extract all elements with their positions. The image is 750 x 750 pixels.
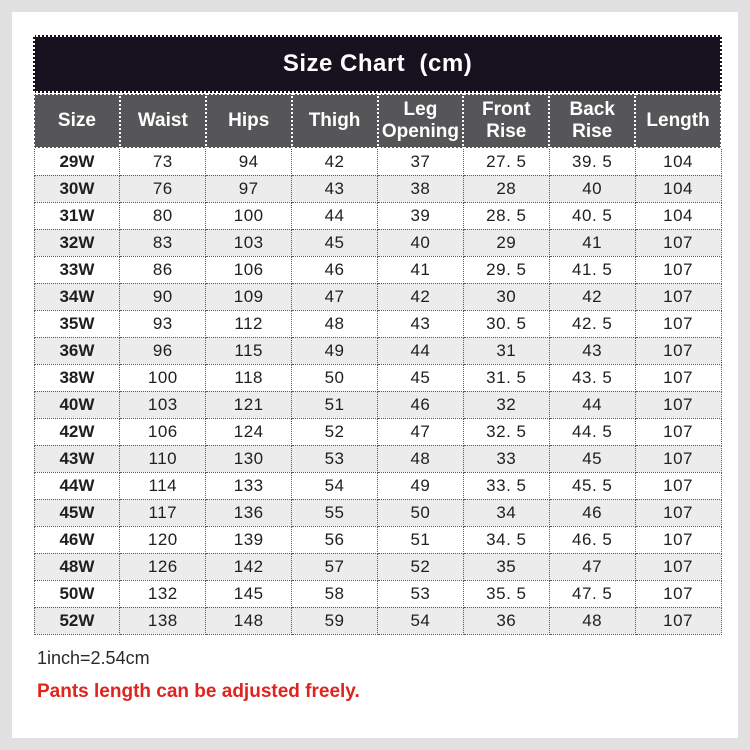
table-row bbox=[34, 607, 721, 634]
table-row bbox=[34, 229, 721, 256]
table-cell: 59 bbox=[292, 607, 378, 634]
table-cell: 43 bbox=[378, 310, 464, 337]
table-cell: 114 bbox=[120, 472, 206, 499]
size-cell: 45W bbox=[34, 499, 120, 526]
table-row bbox=[34, 472, 721, 499]
table-cell: 121 bbox=[206, 391, 292, 418]
size-cell: 34W bbox=[34, 283, 120, 310]
size-cell: 31W bbox=[34, 202, 120, 229]
table-cell: 47 bbox=[292, 283, 378, 310]
table-cell: 136 bbox=[206, 499, 292, 526]
table-cell: 36 bbox=[463, 607, 549, 634]
table-cell: 109 bbox=[206, 283, 292, 310]
table-cell: 47. 5 bbox=[549, 580, 635, 607]
table-cell: 35. 5 bbox=[463, 580, 549, 607]
table-cell: 47 bbox=[378, 418, 464, 445]
table-cell: 39 bbox=[378, 202, 464, 229]
table-cell: 35 bbox=[463, 553, 549, 580]
table-cell: 107 bbox=[635, 607, 721, 634]
table-cell: 73 bbox=[120, 148, 206, 175]
table-row bbox=[34, 445, 721, 472]
table-row bbox=[34, 337, 721, 364]
table-cell: 42. 5 bbox=[549, 310, 635, 337]
table-cell: 126 bbox=[120, 553, 206, 580]
table-cell: 50 bbox=[378, 499, 464, 526]
table-cell: 145 bbox=[206, 580, 292, 607]
table-cell: 93 bbox=[120, 310, 206, 337]
table-row bbox=[34, 310, 721, 337]
size-cell: 30W bbox=[34, 175, 120, 202]
table-cell: 107 bbox=[635, 256, 721, 283]
table-cell: 97 bbox=[206, 175, 292, 202]
table-cell: 107 bbox=[635, 310, 721, 337]
table-cell: 107 bbox=[635, 526, 721, 553]
table-cell: 30. 5 bbox=[463, 310, 549, 337]
table-cell: 46 bbox=[549, 499, 635, 526]
table-cell: 52 bbox=[292, 418, 378, 445]
table-cell: 43 bbox=[292, 175, 378, 202]
table-cell: 49 bbox=[292, 337, 378, 364]
table-cell: 76 bbox=[120, 175, 206, 202]
table-cell: 106 bbox=[206, 256, 292, 283]
table-cell: 48 bbox=[549, 607, 635, 634]
table-cell: 46. 5 bbox=[549, 526, 635, 553]
table-cell: 27. 5 bbox=[463, 148, 549, 175]
header-row bbox=[34, 94, 721, 148]
table-cell: 112 bbox=[206, 310, 292, 337]
table-cell: 32 bbox=[463, 391, 549, 418]
table-row bbox=[34, 175, 721, 202]
table-row bbox=[34, 418, 721, 445]
table-cell: 148 bbox=[206, 607, 292, 634]
column-header: Hips bbox=[206, 94, 292, 148]
size-chart-table bbox=[33, 93, 722, 635]
table-cell: 55 bbox=[292, 499, 378, 526]
table-cell: 51 bbox=[292, 391, 378, 418]
table-row bbox=[34, 148, 721, 175]
table-cell: 104 bbox=[635, 175, 721, 202]
table-cell: 44. 5 bbox=[549, 418, 635, 445]
table-cell: 107 bbox=[635, 445, 721, 472]
table-cell: 49 bbox=[378, 472, 464, 499]
table-cell: 115 bbox=[206, 337, 292, 364]
table-cell: 54 bbox=[292, 472, 378, 499]
table-cell: 107 bbox=[635, 391, 721, 418]
table-cell: 107 bbox=[635, 499, 721, 526]
table-cell: 48 bbox=[292, 310, 378, 337]
table-row bbox=[34, 553, 721, 580]
table-cell: 32. 5 bbox=[463, 418, 549, 445]
table-cell: 29. 5 bbox=[463, 256, 549, 283]
size-cell: 48W bbox=[34, 553, 120, 580]
table-cell: 48 bbox=[378, 445, 464, 472]
table-cell: 34. 5 bbox=[463, 526, 549, 553]
table-cell: 38 bbox=[378, 175, 464, 202]
table-cell: 31. 5 bbox=[463, 364, 549, 391]
size-cell: 36W bbox=[34, 337, 120, 364]
column-header: Leg Opening bbox=[378, 94, 464, 148]
size-cell: 38W bbox=[34, 364, 120, 391]
table-row bbox=[34, 580, 721, 607]
table-cell: 40 bbox=[378, 229, 464, 256]
table-cell: 50 bbox=[292, 364, 378, 391]
conversion-note: 1inch=2.54cm bbox=[37, 647, 150, 668]
column-header: Front Rise bbox=[463, 94, 549, 148]
size-cell: 29W bbox=[34, 148, 120, 175]
size-chart-body bbox=[34, 148, 721, 634]
table-cell: 53 bbox=[292, 445, 378, 472]
table-cell: 43 bbox=[549, 337, 635, 364]
table-cell: 103 bbox=[120, 391, 206, 418]
table-cell: 53 bbox=[378, 580, 464, 607]
table-cell: 107 bbox=[635, 553, 721, 580]
table-cell: 51 bbox=[378, 526, 464, 553]
table-cell: 40. 5 bbox=[549, 202, 635, 229]
table-cell: 90 bbox=[120, 283, 206, 310]
table-cell: 41. 5 bbox=[549, 256, 635, 283]
table-cell: 118 bbox=[206, 364, 292, 391]
table-cell: 107 bbox=[635, 364, 721, 391]
table-cell: 52 bbox=[378, 553, 464, 580]
table-cell: 107 bbox=[635, 418, 721, 445]
table-cell: 107 bbox=[635, 472, 721, 499]
table-cell: 124 bbox=[206, 418, 292, 445]
size-cell: 43W bbox=[34, 445, 120, 472]
table-cell: 44 bbox=[549, 391, 635, 418]
size-cell: 44W bbox=[34, 472, 120, 499]
table-cell: 100 bbox=[206, 202, 292, 229]
table-cell: 29 bbox=[463, 229, 549, 256]
table-cell: 46 bbox=[378, 391, 464, 418]
size-chart-page bbox=[12, 12, 738, 738]
table-cell: 37 bbox=[378, 148, 464, 175]
table-cell: 45. 5 bbox=[549, 472, 635, 499]
table-cell: 142 bbox=[206, 553, 292, 580]
pants-length-note: Pants length can be adjusted freely. bbox=[37, 680, 360, 702]
table-row bbox=[34, 283, 721, 310]
table-cell: 28 bbox=[463, 175, 549, 202]
table-cell: 117 bbox=[120, 499, 206, 526]
column-header: Size bbox=[34, 94, 120, 148]
table-row bbox=[34, 526, 721, 553]
column-header: Length bbox=[635, 94, 721, 148]
table-cell: 83 bbox=[120, 229, 206, 256]
table-cell: 139 bbox=[206, 526, 292, 553]
table-cell: 41 bbox=[549, 229, 635, 256]
table-cell: 33. 5 bbox=[463, 472, 549, 499]
table-cell: 104 bbox=[635, 148, 721, 175]
table-cell: 46 bbox=[292, 256, 378, 283]
table-cell: 56 bbox=[292, 526, 378, 553]
table-cell: 34 bbox=[463, 499, 549, 526]
table-cell: 42 bbox=[378, 283, 464, 310]
table-cell: 58 bbox=[292, 580, 378, 607]
table-cell: 100 bbox=[120, 364, 206, 391]
table-cell: 96 bbox=[120, 337, 206, 364]
size-chart-title: Size Chart (cm) bbox=[33, 35, 722, 93]
table-cell: 107 bbox=[635, 580, 721, 607]
table-cell: 44 bbox=[292, 202, 378, 229]
table-cell: 42 bbox=[549, 283, 635, 310]
table-cell: 110 bbox=[120, 445, 206, 472]
table-row bbox=[34, 256, 721, 283]
column-header: Back Rise bbox=[549, 94, 635, 148]
table-cell: 107 bbox=[635, 283, 721, 310]
table-cell: 94 bbox=[206, 148, 292, 175]
table-cell: 80 bbox=[120, 202, 206, 229]
table-row bbox=[34, 202, 721, 229]
table-cell: 43. 5 bbox=[549, 364, 635, 391]
table-cell: 45 bbox=[292, 229, 378, 256]
table-cell: 120 bbox=[120, 526, 206, 553]
table-cell: 103 bbox=[206, 229, 292, 256]
size-cell: 33W bbox=[34, 256, 120, 283]
table-row bbox=[34, 364, 721, 391]
table-cell: 41 bbox=[378, 256, 464, 283]
column-header: Waist bbox=[120, 94, 206, 148]
table-cell: 130 bbox=[206, 445, 292, 472]
table-cell: 104 bbox=[635, 202, 721, 229]
size-cell: 52W bbox=[34, 607, 120, 634]
column-header: Thigh bbox=[292, 94, 378, 148]
table-cell: 107 bbox=[635, 229, 721, 256]
table-cell: 42 bbox=[292, 148, 378, 175]
table-row bbox=[34, 391, 721, 418]
table-cell: 107 bbox=[635, 337, 721, 364]
table-cell: 54 bbox=[378, 607, 464, 634]
table-cell: 47 bbox=[549, 553, 635, 580]
table-cell: 106 bbox=[120, 418, 206, 445]
size-cell: 35W bbox=[34, 310, 120, 337]
size-cell: 42W bbox=[34, 418, 120, 445]
size-chart bbox=[33, 35, 722, 703]
table-cell: 133 bbox=[206, 472, 292, 499]
table-cell: 39. 5 bbox=[549, 148, 635, 175]
table-cell: 28. 5 bbox=[463, 202, 549, 229]
size-cell: 40W bbox=[34, 391, 120, 418]
table-cell: 132 bbox=[120, 580, 206, 607]
table-cell: 31 bbox=[463, 337, 549, 364]
size-cell: 32W bbox=[34, 229, 120, 256]
table-cell: 30 bbox=[463, 283, 549, 310]
table-cell: 57 bbox=[292, 553, 378, 580]
table-cell: 138 bbox=[120, 607, 206, 634]
table-cell: 86 bbox=[120, 256, 206, 283]
table-cell: 44 bbox=[378, 337, 464, 364]
size-cell: 50W bbox=[34, 580, 120, 607]
table-cell: 45 bbox=[549, 445, 635, 472]
table-cell: 40 bbox=[549, 175, 635, 202]
table-row bbox=[34, 499, 721, 526]
table-cell: 45 bbox=[378, 364, 464, 391]
table-cell: 33 bbox=[463, 445, 549, 472]
size-chart-header bbox=[34, 94, 721, 148]
size-cell: 46W bbox=[34, 526, 120, 553]
